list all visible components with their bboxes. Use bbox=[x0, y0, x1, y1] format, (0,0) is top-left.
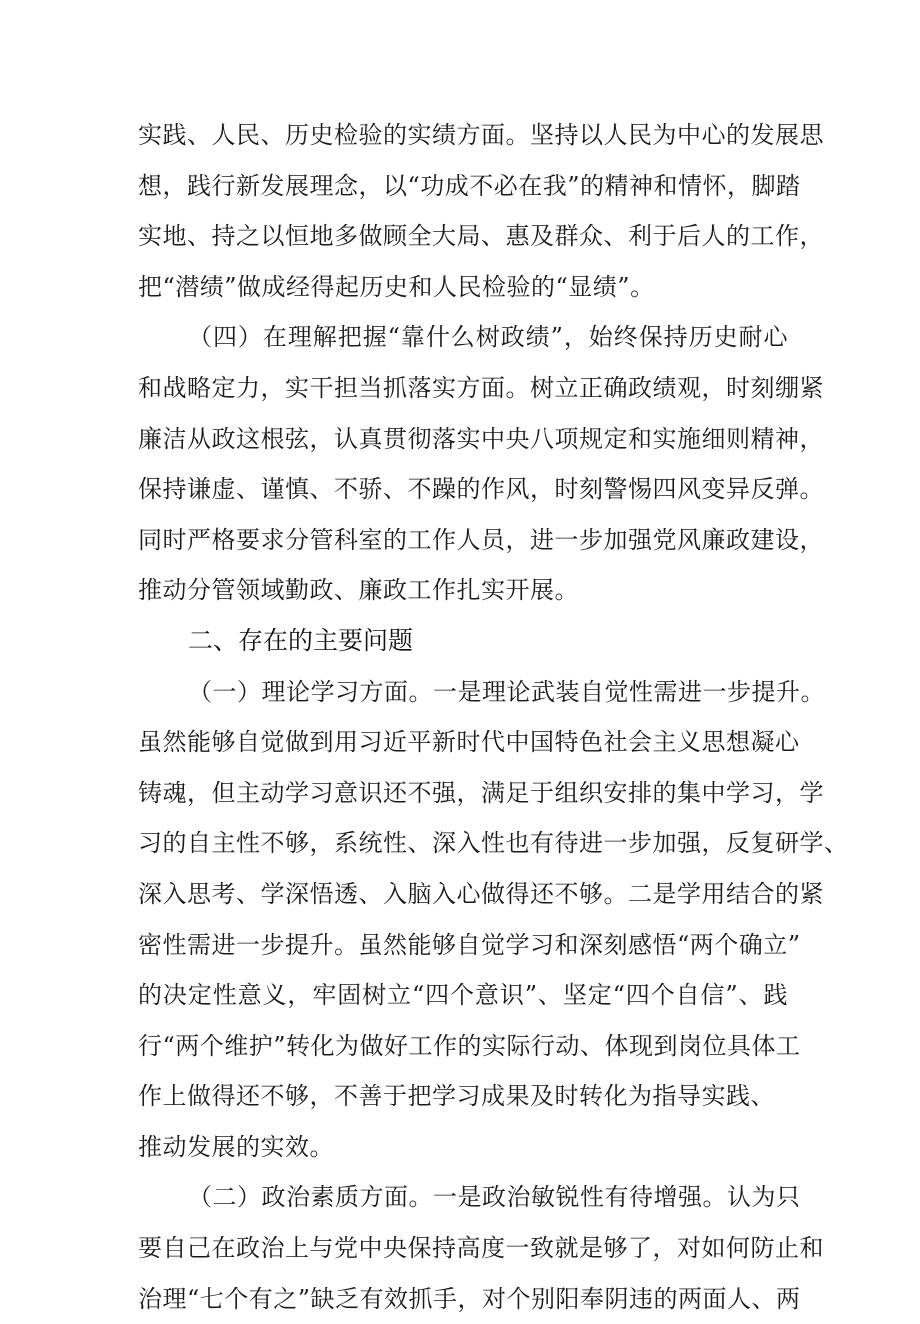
text-line: 要自己在政治上与党中央保持高度一致就是够了，对如何防止和 bbox=[138, 1234, 824, 1263]
text-line: 的决定性意义，牢固树立“四个意识”、坚定“四个自信”、践 bbox=[138, 981, 788, 1010]
text-line: 同时严格要求分管科室的工作人员，进一步加强党风廉政建设， bbox=[138, 525, 824, 554]
text-line: 行“两个维护”转化为做好工作的实际行动、体现到岗位具体工 bbox=[138, 1031, 801, 1060]
text-line: 实地、持之以恒地多做顾全大局、惠及群众、利于后人的工作， bbox=[138, 222, 824, 251]
text-line: （二）政治素质方面。一是政治敏锐性有待增强。认为只 bbox=[188, 1183, 801, 1212]
text-line: 廉洁从政这根弦，认真贯彻落实中央八项规定和实施细则精神， bbox=[138, 424, 824, 453]
paragraph-political-quality bbox=[138, 1172, 824, 1324]
text-line: 习的自主性不够，系统性、深入性也有待进一步加强，反复研学、 bbox=[138, 829, 849, 858]
text-line: 作上做得还不够，不善于把学习成果及时转化为指导实践、 bbox=[138, 1082, 775, 1111]
section-heading: 二、存在的主要问题 bbox=[188, 625, 414, 655]
text-line: 铸魂，但主动学习意识还不强，满足于组织安排的集中学习，学 bbox=[138, 778, 824, 807]
paragraph-theory-study bbox=[138, 667, 849, 1173]
text-line: 推动分管领域勤政、廉政工作扎实开展。 bbox=[138, 576, 579, 605]
text-line: 虽然能够自觉做到用习近平新时代中国特色社会主义思想凝心 bbox=[138, 728, 800, 757]
text-line: 保持谦虚、谨慎、不骄、不躁的作风，时刻警惕四风变异反弹。 bbox=[138, 475, 824, 504]
text-line: 把“潜绩”做成经得起历史和人民检验的“显绩”。 bbox=[138, 272, 655, 301]
text-line: 治理“七个有之”缺乏有效抓手，对个别阳奉阴违的两面人、两 bbox=[138, 1284, 801, 1313]
document-body bbox=[138, 110, 849, 1324]
text-line: （一）理论学习方面。一是理论武装自觉性需进一步提升。 bbox=[188, 677, 825, 706]
paragraph-section-four bbox=[138, 312, 824, 616]
text-line: 想，践行新发展理念，以“功成不必在我”的精神和情怀，脚踏 bbox=[138, 171, 801, 200]
text-line: （四）在理解把握“靠什么树政绩”，始终保持历史耐心 bbox=[188, 323, 788, 352]
paragraph-practice-results bbox=[138, 110, 824, 312]
text-line: 实践、人民、历史检验的实绩方面。坚持以人民为中心的发展思 bbox=[138, 121, 824, 149]
text-line: 密性需进一步提升。虽然能够自觉学习和深刻感悟“两个确立” bbox=[138, 930, 801, 959]
text-line: 和战略定力，实干担当抓落实方面。树立正确政绩观，时刻绷紧 bbox=[138, 373, 824, 402]
text-line: 深入思考、学深悟透、入脑入心做得还不够。二是学用结合的紧 bbox=[138, 879, 824, 908]
text-line: 推动发展的实效。 bbox=[138, 1132, 334, 1161]
